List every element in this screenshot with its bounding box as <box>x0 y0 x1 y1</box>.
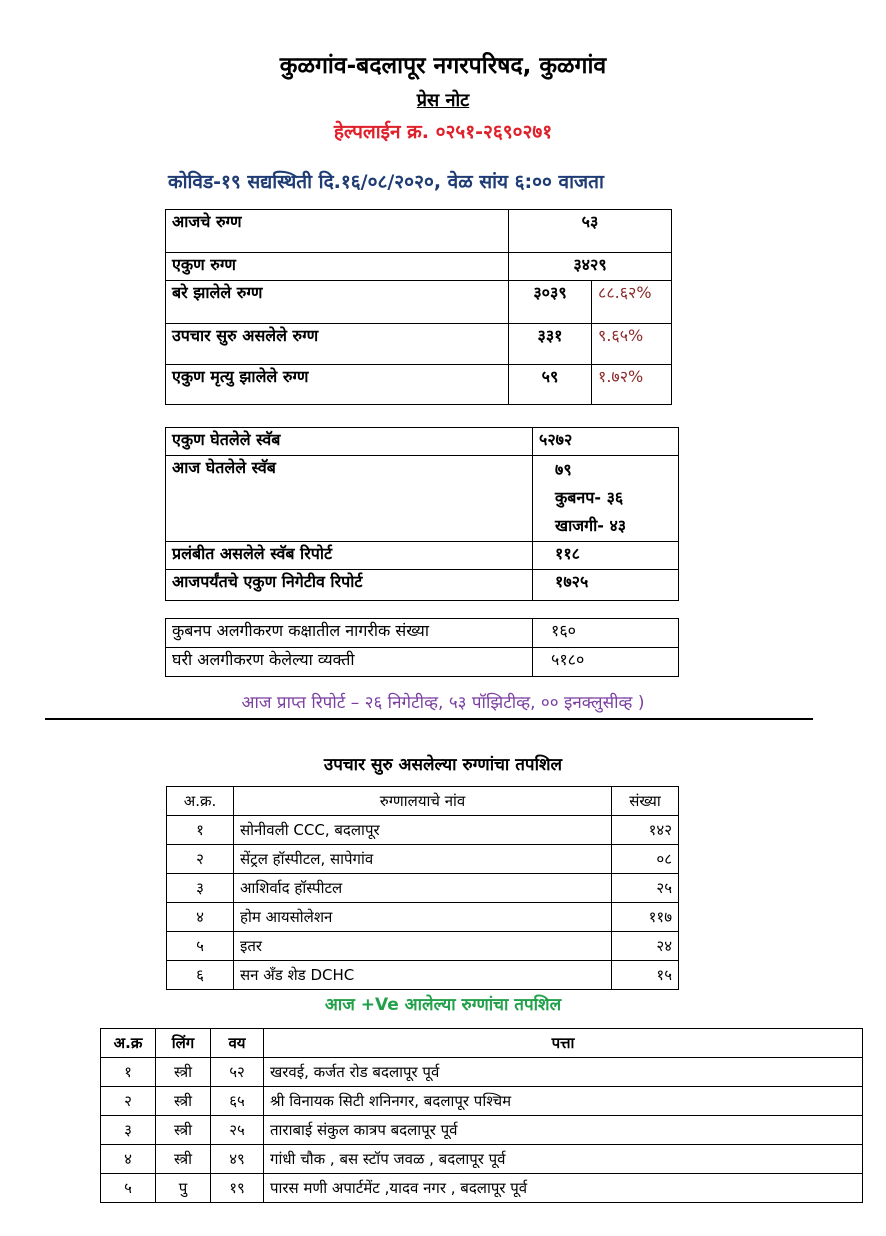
table-row <box>166 253 672 281</box>
cell: ३ <box>101 1116 156 1145</box>
header-cell: वय <box>211 1029 264 1058</box>
cell: ३ <box>167 874 234 903</box>
cell: स्त्री <box>156 1087 211 1116</box>
table-row <box>167 903 679 932</box>
cell: उपचार सुरु असलेले रुग्ण <box>166 324 509 365</box>
table-row <box>166 281 672 324</box>
table-header <box>101 1029 863 1058</box>
cell: सेंट्रल हॉस्पीटल, सापेगांव <box>234 845 612 874</box>
table-row <box>167 845 679 874</box>
cell: ४ <box>167 903 234 932</box>
cell: ११७ <box>612 903 679 932</box>
cell: १९ <box>211 1174 264 1203</box>
header-cell: रुग्णालयाचे नांव <box>234 787 612 816</box>
cell: २५ <box>211 1116 264 1145</box>
percent-cell: ९.६५% <box>592 324 672 365</box>
cell: सोनीवली CCC, बदलापूर <box>234 816 612 845</box>
table-row <box>167 874 679 903</box>
cell: ११८ <box>533 542 679 570</box>
table-row <box>167 961 679 990</box>
cell: ताराबाई संकुल कात्रप बदलापूर पूर्व <box>264 1116 863 1145</box>
value: ७९ <box>555 460 572 479</box>
cell: घरी अलगीकरण केलेल्या व्यक्ती <box>166 648 533 677</box>
cell: २ <box>167 845 234 874</box>
table-row <box>166 428 679 456</box>
table-row <box>167 932 679 961</box>
cell: होम आयसोलेशन <box>234 903 612 932</box>
subtitle: प्रेस नोट <box>416 90 470 111</box>
positive-table <box>100 1028 863 1203</box>
summary-table <box>165 209 672 405</box>
cell: एकुण घेतलेले स्वॅब <box>166 428 533 456</box>
cell: एकुण रुग्ण <box>166 253 509 281</box>
helpline: हेल्पलाईन क्र. ०२५१-२६९०२७१ <box>333 121 553 143</box>
cell: गांधी चौक , बस स्टॉप जवळ , बदलापूर पूर्व <box>264 1145 863 1174</box>
cell: इतर <box>234 932 612 961</box>
cell: २४ <box>612 932 679 961</box>
table-row <box>166 648 679 677</box>
cell: ६५ <box>211 1087 264 1116</box>
value: खाजगी- ४३ <box>555 516 627 535</box>
cell: १ <box>101 1058 156 1087</box>
cell: ०८ <box>612 845 679 874</box>
cell: पारस मणी अपार्टमेंट ,यादव नगर , बदलापूर पूर्व <box>264 1174 863 1203</box>
table-row <box>101 1174 863 1203</box>
table-row <box>166 542 679 570</box>
cell: ५२ <box>211 1058 264 1087</box>
cell: ३४२९ <box>509 253 672 281</box>
table-row <box>166 456 679 542</box>
header-cell: अ.क्र <box>101 1029 156 1058</box>
table-row <box>101 1116 863 1145</box>
divider <box>45 718 813 720</box>
page-title: कुळगांव-बदलापूर नगरपरिषद, कुळगांव <box>279 53 607 79</box>
cell: ४ <box>101 1145 156 1174</box>
treatment-table <box>166 786 679 990</box>
table-row <box>101 1145 863 1174</box>
table-row <box>101 1087 863 1116</box>
cell: आज घेतलेले स्वॅब <box>166 456 533 542</box>
header-cell: अ.क्र. <box>167 787 234 816</box>
cell: २ <box>101 1087 156 1116</box>
cell: प्रलंबीत असलेले स्वॅब रिपोर्ट <box>166 542 533 570</box>
table-row <box>166 365 672 405</box>
table-header <box>167 787 679 816</box>
value: कुबनप- ३६ <box>555 488 624 507</box>
header-cell: पत्ता <box>264 1029 863 1058</box>
cell: ५२७२ <box>533 428 679 456</box>
isolation-table <box>165 618 679 677</box>
cell: ४९ <box>211 1145 264 1174</box>
positive-title: आज +Ve आलेल्या रुग्णांचा तपशिल <box>324 995 562 1015</box>
cell: ५१८० <box>533 648 679 677</box>
cell: आजचे रुग्ण <box>166 210 509 253</box>
cell: ५९ <box>509 365 592 405</box>
percent-cell: ८८.६२% <box>592 281 672 324</box>
table-row <box>166 570 679 601</box>
cell: १ <box>167 816 234 845</box>
cell: १७२५ <box>533 570 679 601</box>
cell: श्री विनायक सिटी शनिनगर, बदलापूर पश्चिम <box>264 1087 863 1116</box>
cell: ५३ <box>509 210 672 253</box>
cell: ६ <box>167 961 234 990</box>
cell: बरे झालेले रुग्ण <box>166 281 509 324</box>
cell: ५ <box>167 932 234 961</box>
table-row <box>166 324 672 365</box>
cell: ३०३९ <box>509 281 592 324</box>
status-line: कोविड-१९ सद्यस्थिती दि.१६/०८/२०२०, वेळ सांय ६:०० वाजता <box>168 171 604 193</box>
cell: ५ <box>101 1174 156 1203</box>
table-row <box>101 1058 863 1087</box>
cell: स्त्री <box>156 1145 211 1174</box>
cell: आशिर्वाद हॉस्पीटल <box>234 874 612 903</box>
cell: कुबनप अलगीकरण कक्षातील नागरीक संख्या <box>166 619 533 648</box>
cell: ३३१ <box>509 324 592 365</box>
cell: पु <box>156 1174 211 1203</box>
cell: १४२ <box>612 816 679 845</box>
header-cell: संख्या <box>612 787 679 816</box>
cell: सन अँड शेड DCHC <box>234 961 612 990</box>
header-cell: लिंग <box>156 1029 211 1058</box>
cell: २५ <box>612 874 679 903</box>
swab-table <box>165 427 679 601</box>
cell <box>533 456 679 542</box>
report-line: आज प्राप्त रिपोर्ट – २६ निगेटीव्ह, ५३ पॉझिटीव्ह, ०० इनक्लुसीव्ह ) <box>241 693 645 713</box>
cell: १६० <box>533 619 679 648</box>
treatment-title: उपचार सुरु असलेल्या रुग्णांचा तपशिल <box>323 755 563 775</box>
cell: एकुण मृत्यु झालेले रुग्ण <box>166 365 509 405</box>
cell: स्त्री <box>156 1116 211 1145</box>
cell: १५ <box>612 961 679 990</box>
cell: आजपर्यंतचे एकुण निगेटीव रिपोर्ट <box>166 570 533 601</box>
percent-cell: १.७२% <box>592 365 672 405</box>
table-row <box>167 816 679 845</box>
table-row <box>166 210 672 253</box>
table-row <box>166 619 679 648</box>
cell: स्त्री <box>156 1058 211 1087</box>
cell: खरवई, कर्जत रोड बदलापूर पूर्व <box>264 1058 863 1087</box>
